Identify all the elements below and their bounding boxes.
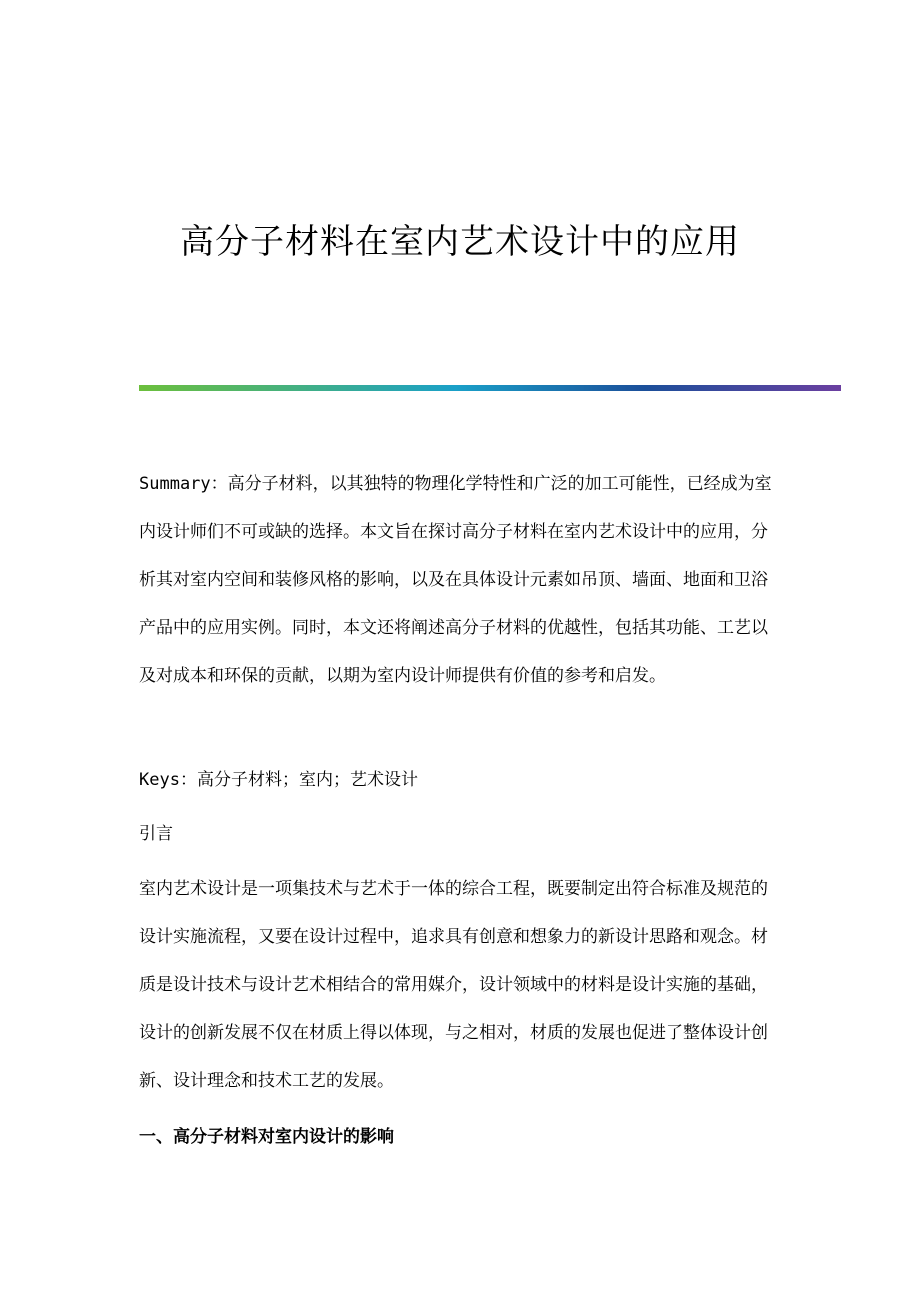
- title-gradient-rule: [139, 385, 841, 391]
- summary-text: 高分子材料，以其独特的物理化学特性和广泛的加工可能性，已经成为室内设计师们不可或缺的选择。本文旨在探讨高分子材料在室内艺术设计中的应用，分析其对室内空间和装修风格的影响，以及在具体设计元素如吊顶、墙面、地面和卫浴产品中的应用实例。同时，本文还将阐述高分子材料的优越性，包括其功能、工艺以及对成本和环保的贡献，以期为室内设计师提供有价值的参考和启发。: [139, 474, 772, 686]
- summary-label: Summary：: [139, 474, 228, 494]
- keywords-line: [139, 756, 779, 804]
- section-heading-1: 一、高分子材料对室内设计的影响: [139, 1127, 394, 1147]
- intro-paragraph: 室内艺术设计是一项集技术与艺术于一体的综合工程，既要制定出符合标准及规范的设计实施流程，又要在设计过程中，追求具有创意和想象力的新设计思路和观念。材质是设计技术与设计艺术相结合的常用媒介，设计领域中的材料是设计实施的基础，设计的创新发展不仅在材质上得以体现，与之相对，材质的发展也促进了整体设计创新、设计理念和技术工艺的发展。: [139, 879, 768, 1091]
- intro-heading: 引言: [139, 824, 173, 844]
- summary-paragraph: [139, 460, 779, 700]
- document-title: 高分子材料在室内艺术设计中的应用: [180, 222, 740, 262]
- keys-text: 高分子材料；室内；艺术设计: [196, 770, 418, 790]
- keys-label: Keys：: [139, 770, 197, 790]
